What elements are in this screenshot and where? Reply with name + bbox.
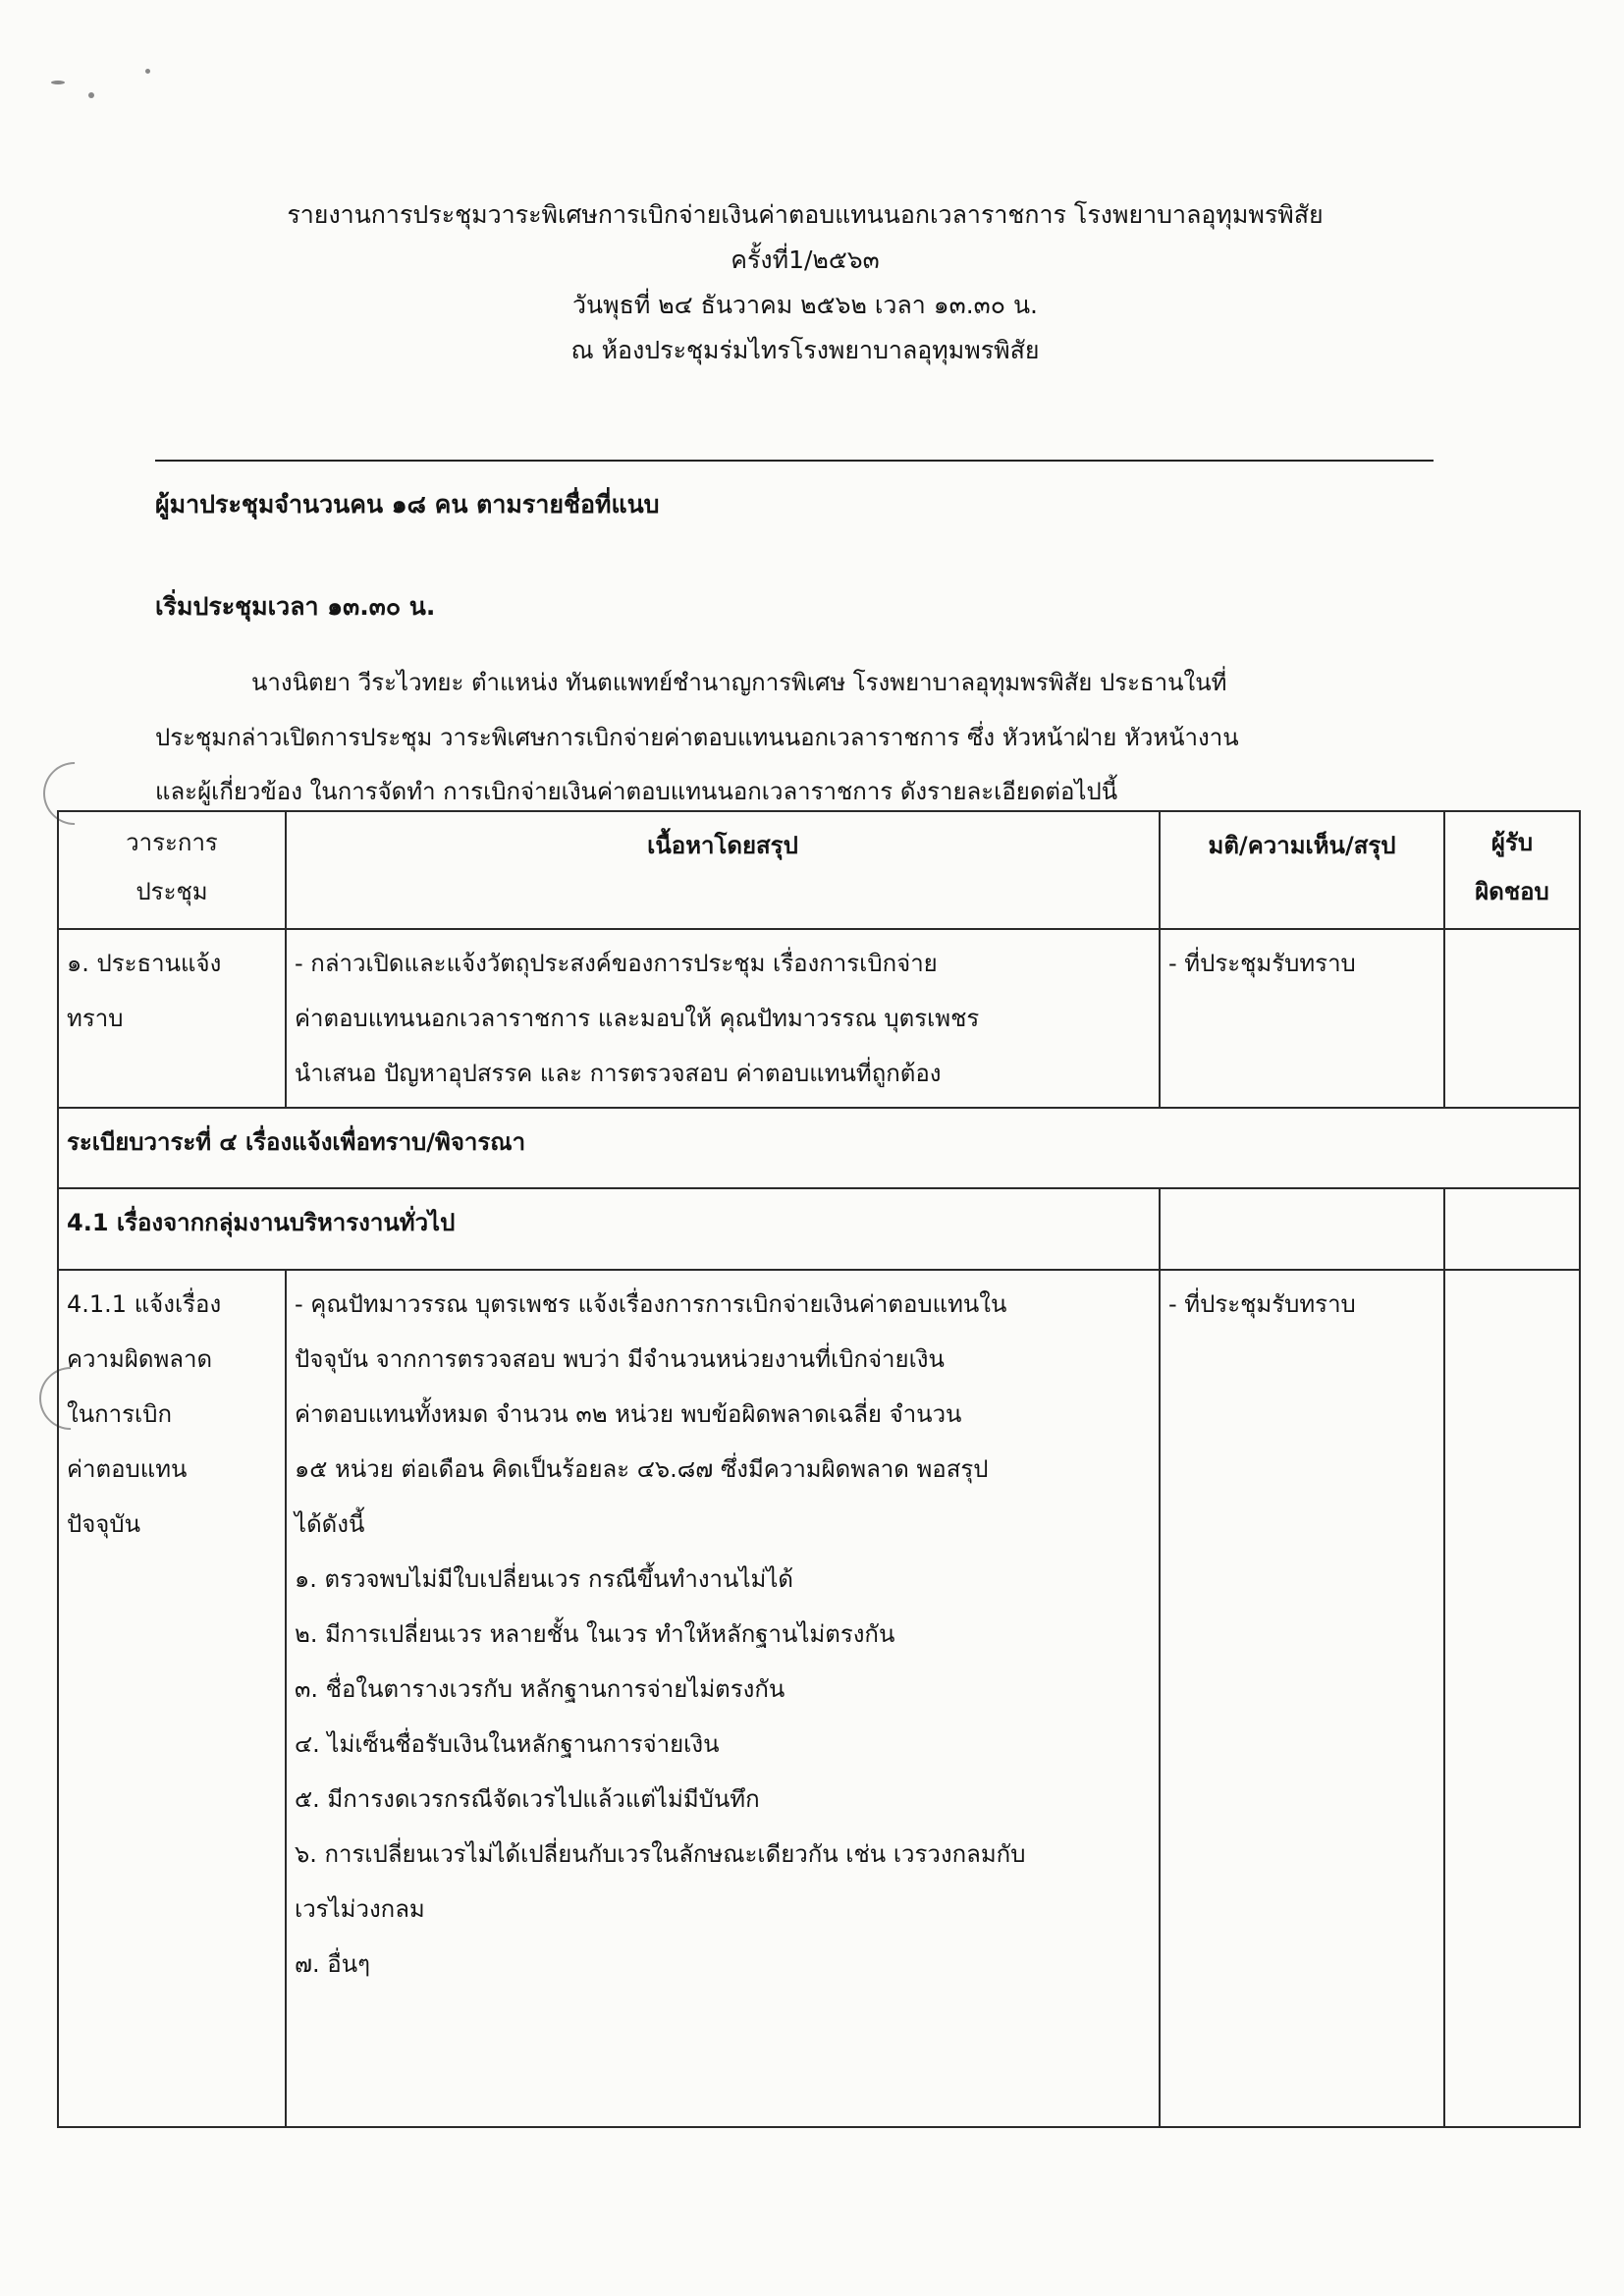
row2-agenda-line: 4.1.1 แจ้งเรื่อง <box>67 1289 222 1318</box>
row2-agenda-line: ค่าตอบแทน <box>67 1454 188 1483</box>
row2-summary <box>286 1270 1160 2127</box>
scan-speck <box>88 92 94 98</box>
row2-resolution: - ที่ประชุมรับทราบ <box>1160 1270 1444 2127</box>
report-title: รายงานการประชุมวาระพิเศษการเบิกจ่ายเงินค่าตอบแทนนอกเวลาราชการ โรงพยาบาลอุทุมพรพิสัย <box>287 200 1324 229</box>
agenda-table <box>57 810 1581 2128</box>
row2-summary-line: ค่าตอบแทนทั้งหมด จำนวน ๓๒ หน่วย พบข้อผิดพลาดเฉลี่ย จำนวน <box>295 1399 962 1428</box>
agenda-section-4-1: 4.1 เรื่องจากกลุ่มงานบริหารงานทั่วไป <box>58 1188 1160 1269</box>
meeting-date: วันพุธที่ ๒๔ ธันวาคม ๒๕๖๒ เวลา ๑๓.๓๐ น. <box>571 291 1039 319</box>
attendees-line: ผู้มาประชุมจำนวนคน ๑๘ คน ตามรายชื่อที่แนบ <box>155 490 660 519</box>
row2-responsible <box>1444 1270 1580 2127</box>
agenda-section-4: ระเบียบวาระที่ ๔ เรื่องแจ้งเพื่อทราบ/พิจารณา <box>58 1108 1580 1188</box>
table-row <box>58 1270 1580 2127</box>
row2-agenda <box>58 1270 286 2127</box>
row2-summary-line: เวรไม่วงกลม <box>295 1894 425 1923</box>
report-header <box>157 192 1453 373</box>
row2-summary-line: ๑. ตรวจพบไม่มีใบเปลี่ยนเวร กรณีขึ้นทำงานไม่ได้ <box>295 1564 793 1593</box>
row2-summary-line: ปัจจุบัน จากการตรวจสอบ พบว่า มีจำนวนหน่วยงานที่เบิกจ่ายเงิน <box>295 1344 945 1373</box>
row1-resolution: - ที่ประชุมรับทราบ <box>1160 929 1444 1108</box>
header-divider <box>155 460 1434 462</box>
scan-speck <box>51 81 65 84</box>
meeting-number: ครั้งที่1/๒๕๖๓ <box>731 246 880 274</box>
scan-speck <box>145 69 150 74</box>
meeting-location: ณ ห้องประชุมร่มไทรโรงพยาบาลอุทุมพรพิสัย <box>570 336 1040 364</box>
table-row <box>58 929 1580 1108</box>
row1-agenda: ๑. ประธานแจ้ง ทราบ <box>58 929 286 1108</box>
row2-summary-line: ๔. ไม่เซ็นชื่อรับเงินในหลักฐานการจ่ายเงิน <box>295 1729 720 1758</box>
row2-agenda-line: ความผิดพลาด <box>67 1344 213 1373</box>
row2-summary-line: ๗. อื่นๆ <box>295 1949 371 1978</box>
table-header-row <box>58 811 1580 929</box>
row2-summary-line: ได้ดังนี้ <box>295 1509 365 1538</box>
section-row <box>58 1188 1580 1269</box>
opening-line-2: ประชุมกล่าวเปิดการประชุม วาระพิเศษการเบิกจ่ายค่าตอบแทนนอกเวลาราชการ ซึ่ง หัวหน้าฝ่าย หัวหน้างาน <box>155 724 1239 751</box>
row1-responsible <box>1444 929 1580 1108</box>
start-time-line: เริ่มประชุมเวลา ๑๓.๓๐ น. <box>155 592 436 621</box>
header-summary: เนื้อหาโดยสรุป <box>286 811 1160 929</box>
header-resolution: มติ/ความเห็น/สรุป <box>1160 811 1444 929</box>
row2-summary-line: - คุณปัทมาวรรณ บุตรเพชร แจ้งเรื่องการการเบิกจ่ายเงินค่าตอบแทนใน <box>295 1289 1007 1318</box>
row2-summary-line: ๒. มีการเปลี่ยนเวร หลายชั้น ในเวร ทำให้หลักฐานไม่ตรงกัน <box>295 1619 895 1648</box>
row2-agenda-line: ปัจจุบัน <box>67 1509 140 1538</box>
section-row <box>58 1108 1580 1188</box>
row2-summary-line: ๑๕ หน่วย ต่อเดือน คิดเป็นร้อยละ ๔๖.๘๗ ซึ่งมีความผิดพลาด พอสรุป <box>295 1454 989 1483</box>
opening-line-3: และผู้เกี่ยวข้อง ในการจัดทำ การเบิกจ่ายเงินค่าตอบแทนนอกเวลาราชการ ดังรายละเอียดต่อไปนี้ <box>155 778 1118 805</box>
row2-summary-line: ๓. ชื่อในตารางเวรกับ หลักฐานการจ่ายไม่ตรงกัน <box>295 1674 785 1703</box>
opening-line-1: นางนิตยา วีระไวทยะ ตำแหน่ง ทันตแพทย์ชำนาญการพิเศษ โรงพยาบาลอุทุมพรพิสัย ประธานในที่ <box>251 669 1227 696</box>
header-agenda: วาระการ ประชุม <box>58 811 286 929</box>
row2-summary-line: ๕. มีการงดเวรกรณีจัดเวรไปแล้วแต่ไม่มีบันทึก <box>295 1784 760 1813</box>
row1-summary: - กล่าวเปิดและแจ้งวัตถุประสงค์ของการประชุม เรื่องการเบิกจ่าย ค่าตอบแทนนอกเวลาราชการ และมอบให้ คุณปัทมาวรรณ บุตรเพชร นำเสนอ ปัญหาอุปสรรค และ การตรวจสอบ ค่าตอบแทนที่ถูกต้อง <box>286 929 1160 1108</box>
row2-summary-line: ๖. การเปลี่ยนเวรไม่ได้เปลี่ยนกับเวรในลักษณะเดียวกัน เช่น เวรวงกลมกับ <box>295 1839 1026 1868</box>
row2-agenda-line: ในการเบิก <box>67 1399 172 1428</box>
header-responsible: ผู้รับ ผิดชอบ <box>1444 811 1580 929</box>
